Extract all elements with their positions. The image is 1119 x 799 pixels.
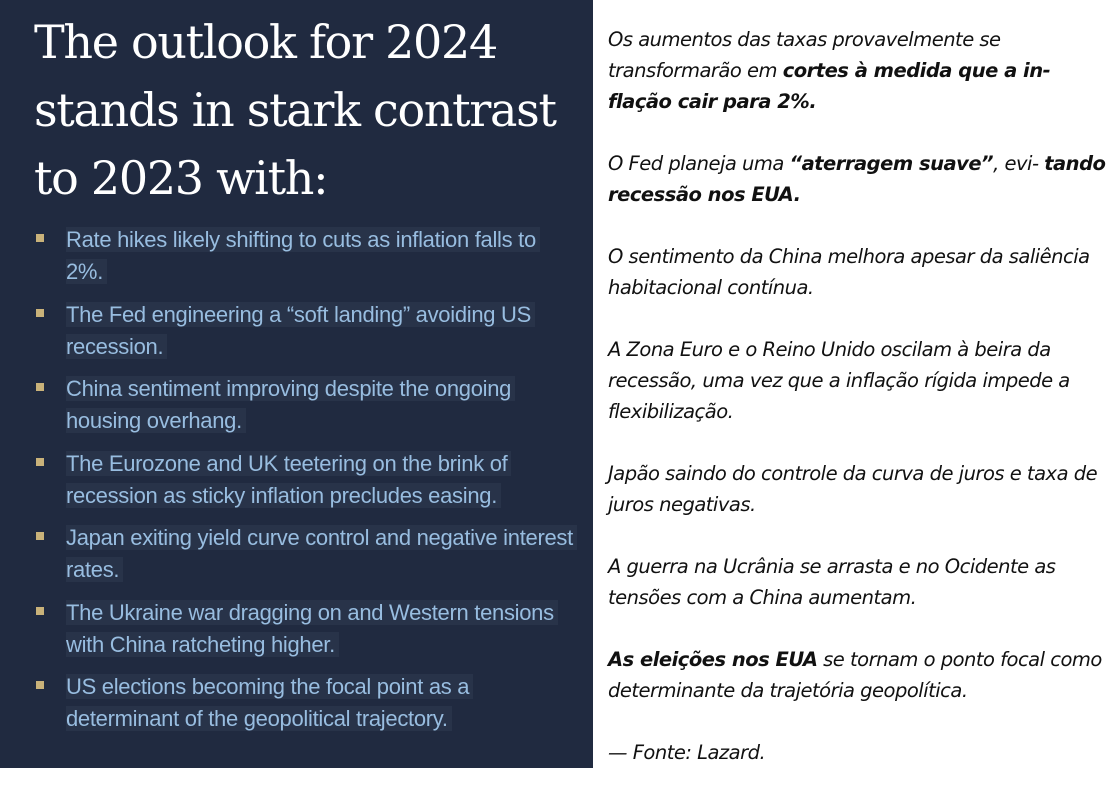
portuguese-panel bbox=[608, 24, 1108, 799]
square-bullet-icon bbox=[36, 681, 44, 689]
paragraph-text: , evi- bbox=[993, 152, 1039, 175]
bullet-item bbox=[34, 448, 584, 523]
paragraph-text: O Fed planeja uma bbox=[608, 152, 790, 175]
paragraph-text: Os aumentos das taxas provavelmente se transformarão em bbox=[608, 28, 1001, 82]
translation-paragraph bbox=[608, 334, 1108, 427]
bullet-list bbox=[34, 224, 584, 746]
bullet-item bbox=[34, 671, 584, 746]
bullet-text: Japan exiting yield curve control and negative interest rates. bbox=[66, 525, 577, 582]
bullet-item bbox=[34, 597, 584, 672]
square-bullet-icon bbox=[36, 234, 44, 242]
bullet-item bbox=[34, 224, 584, 299]
bullet-item bbox=[34, 522, 584, 597]
bullet-text: US elections becoming the focal point as a determinant of the geopolitical trajectory. bbox=[66, 674, 473, 731]
bullet-text: Rate hikes likely shifting to cuts as inflation falls to 2%. bbox=[66, 227, 540, 284]
bullet-text: The Eurozone and UK teetering on the brink of recession as sticky inflation precludes easing. bbox=[66, 451, 511, 508]
paragraph-text: Japão saindo do controle da curva de juros e taxa de juros negativas. bbox=[608, 462, 1098, 516]
translation-paragraph bbox=[608, 551, 1108, 613]
square-bullet-icon bbox=[36, 458, 44, 466]
paragraph-text: A Zona Euro e o Reino Unido oscilam à beira da recessão, uma vez que a inflação rígida impede a flexibilização. bbox=[608, 338, 1070, 423]
paragraph-text: A guerra na Ucrânia se arrasta e no Ocidente as tensões com a China aumentam. bbox=[608, 555, 1056, 609]
source-credit: — Fonte: Lazard. bbox=[608, 741, 766, 764]
bullet-text: The Ukraine war dragging on and Western tensions with China ratcheting higher. bbox=[66, 600, 558, 657]
translation-paragraph bbox=[608, 644, 1108, 706]
bullet-text: China sentiment improving despite the ongoing housing overhang. bbox=[66, 376, 515, 433]
paragraph-emphasis: tando recessão nos EUA. bbox=[608, 152, 1106, 206]
paragraph-emphasis: “aterragem suave” bbox=[789, 152, 994, 175]
paragraph-text: se tornam o ponto focal como determinante da trajetória geopolítica. bbox=[608, 648, 1102, 702]
translation-paragraph bbox=[608, 458, 1108, 520]
translation-paragraph bbox=[608, 24, 1108, 117]
paragraph-emphasis: cortes à medida que a in-flação cair para 2%. bbox=[608, 59, 1051, 113]
bullet-item bbox=[34, 373, 584, 448]
panel-title: The outlook for 2024 stands in stark contrast to 2023 with: bbox=[34, 15, 556, 205]
bullet-text: The Fed engineering a “soft landing” avoiding US recession. bbox=[66, 302, 535, 359]
square-bullet-icon bbox=[36, 532, 44, 540]
translation-paragraph bbox=[608, 241, 1108, 303]
paragraph-text: O sentimento da China melhora apesar da saliência habitacional contínua. bbox=[608, 245, 1090, 299]
square-bullet-icon bbox=[36, 309, 44, 317]
bullet-item bbox=[34, 299, 584, 374]
square-bullet-icon bbox=[36, 383, 44, 391]
translation-paragraph bbox=[608, 148, 1108, 210]
paragraph-emphasis: As eleições nos EUA bbox=[608, 648, 818, 671]
square-bullet-icon bbox=[36, 607, 44, 615]
